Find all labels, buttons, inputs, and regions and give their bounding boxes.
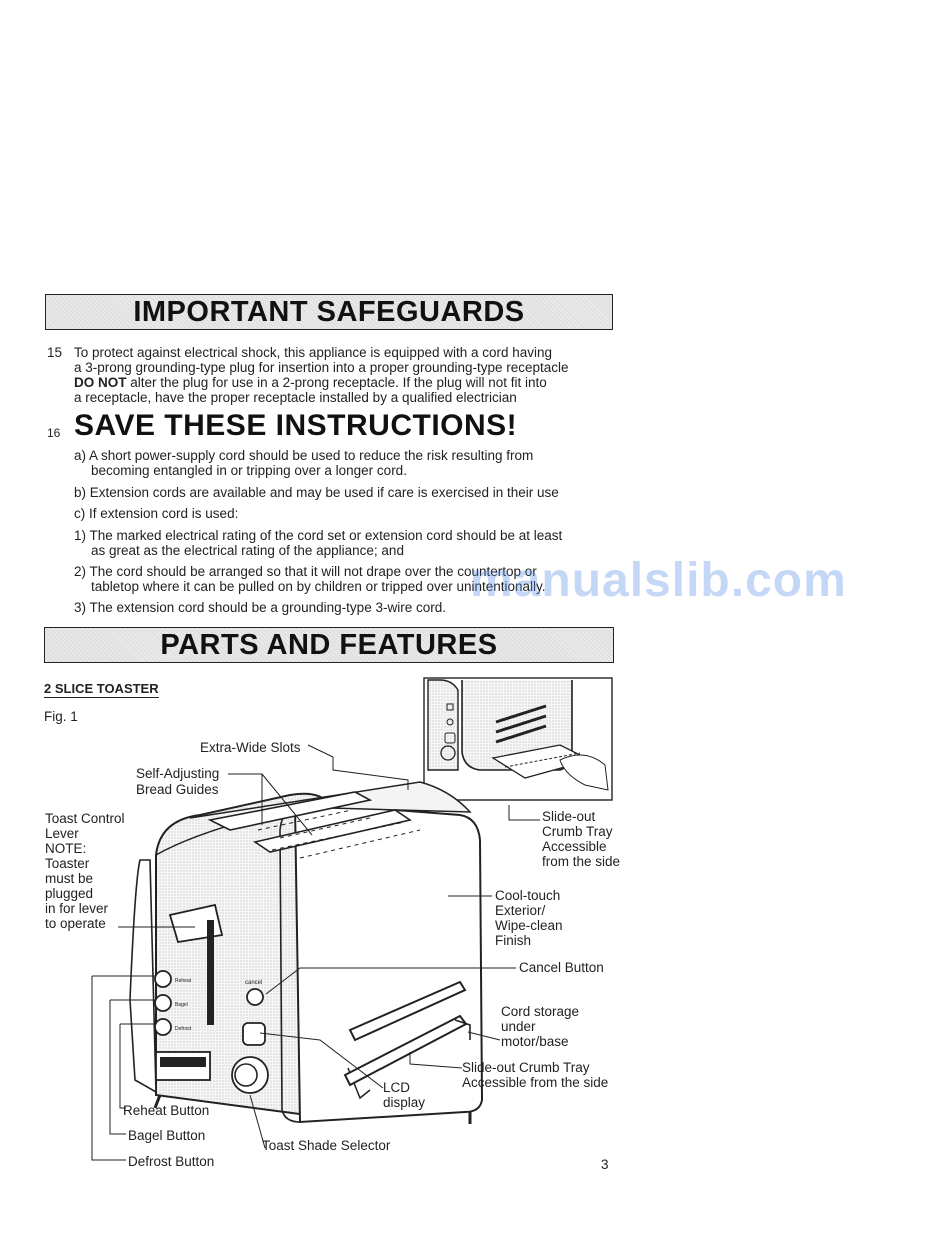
crumb-side-line-4: from the side <box>542 854 621 869</box>
label-extra-wide-slots: Extra-Wide Slots <box>200 740 301 755</box>
label-guides-line-2: Bread Guides <box>136 782 219 797</box>
parts-title: PARTS AND FEATURES <box>160 629 498 661</box>
lever-line-6: plugged <box>45 886 94 901</box>
cool-line-2: Exterior/ <box>495 903 546 918</box>
item-16-1-line-1: 1) The marked electrical rating of the cord set or extension cord should be at least <box>74 528 563 543</box>
lever-line-7: in for lever <box>45 901 109 916</box>
item-16-a-line-1: a) A short power-supply cord should be used to reduce the risk resulting from <box>74 448 534 463</box>
item-16-2-line-2: tabletop where it can be pulled on by children or tripped over unintentionally. <box>91 579 546 594</box>
lcd-line-2: display <box>383 1095 426 1110</box>
lever-line-3: NOTE: <box>45 841 87 856</box>
item-16-3: 3) The extension cord should be a grounding-type 3-wire cord. <box>74 600 446 615</box>
cancel-small-text: cancel <box>245 980 263 986</box>
item-15-line-4: a receptacle, have the proper receptacle installed by a qualified electrician <box>74 390 517 405</box>
cord-line-3: motor/base <box>501 1034 569 1049</box>
cord-line-2: under <box>501 1019 536 1034</box>
crumb-side-line-1: Slide-out <box>542 809 596 824</box>
toaster-subtitle: 2 SLICE TOASTER <box>44 681 159 696</box>
label-toast-shade-selector: Toast Shade Selector <box>262 1138 391 1153</box>
lever-line-4: Toaster <box>45 856 90 871</box>
defrost-small-text: Defrost <box>175 1026 192 1032</box>
fig-label: Fig. 1 <box>44 709 78 724</box>
reheat-small-text: Reheat <box>175 978 192 984</box>
inset-crumb-tray-view <box>424 678 612 800</box>
save-instructions-heading: SAVE THESE INSTRUCTIONS! <box>74 409 518 442</box>
item-16-a-line-2: becoming entangled in or tripping over a longer cord. <box>91 463 407 478</box>
item-16-2-line-1: 2) The cord should be arranged so that it will not drape over the countertop or <box>74 564 537 579</box>
label-bagel-button: Bagel Button <box>128 1128 206 1143</box>
cord-line-1: Cord storage <box>501 1004 580 1019</box>
lever-line-8: to operate <box>45 916 106 931</box>
item-16-c: c) If extension cord is used: <box>74 506 239 521</box>
item-16-number: 16 <box>47 426 61 440</box>
watermark: manualslib.com <box>470 554 847 607</box>
item-15-line-3-text: alter the plug for use in a 2-prong receptacle. If the plug will not fit into <box>130 375 547 390</box>
safeguards-title: IMPORTANT SAFEGUARDS <box>133 296 525 328</box>
item-15-number: 15 <box>47 345 63 360</box>
label-cancel-button: Cancel Button <box>519 960 604 975</box>
label-guides-line-1: Self-Adjusting <box>136 766 220 781</box>
lever-line-2: Lever <box>45 826 79 841</box>
cool-line-4: Finish <box>495 933 532 948</box>
bagel-small-text: Bagel <box>175 1002 188 1008</box>
crumb-bottom-line-2: Accessible from the side <box>462 1075 609 1090</box>
lcd-line-1: LCD <box>383 1080 411 1095</box>
label-defrost-button: Defrost Button <box>128 1154 215 1169</box>
label-reheat-button: Reheat Button <box>123 1103 210 1118</box>
do-not-emphasis: DO NOT <box>74 375 127 390</box>
page-number: 3 <box>601 1157 609 1172</box>
crumb-side-line-2: Crumb Tray <box>542 824 613 839</box>
item-16-b: b) Extension cords are available and may be used if care is exercised in their use <box>74 485 559 500</box>
cool-line-1: Cool-touch <box>495 888 561 903</box>
item-16-1-line-2: as great as the electrical rating of the appliance; and <box>91 543 404 558</box>
crumb-side-line-3: Accessible <box>542 839 607 854</box>
lever-line-5: must be <box>45 871 94 886</box>
cool-line-3: Wipe-clean <box>495 918 563 933</box>
item-15-line-2: a 3-prong grounding-type plug for insertion into a proper grounding-type receptacle <box>74 360 569 375</box>
lever-line-1: Toast Control <box>45 811 125 826</box>
crumb-bottom-line-1: Slide-out Crumb Tray <box>462 1060 590 1075</box>
item-15-line-1: To protect against electrical shock, this appliance is equipped with a cord having <box>74 345 553 360</box>
